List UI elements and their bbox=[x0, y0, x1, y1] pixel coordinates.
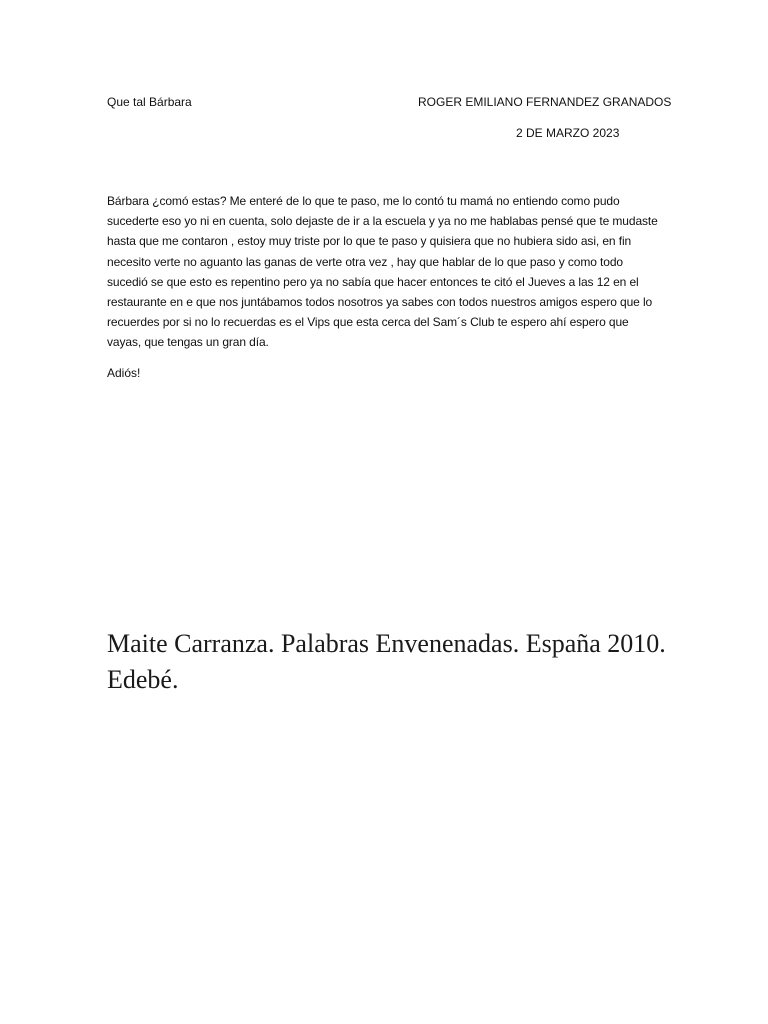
letter-body: Bárbara ¿comó estas? Me enteré de lo que te paso, me lo contó tu mamá no entiendo como pudo sucederte eso yo ni en cuenta, solo dejaste de ir a la escuela y ya no me hablabas pensé que te mudaste hasta que me contaron , estoy muy triste por lo que te paso y quisiera que no hubiera sido asi, en fin necesito verte no aguanto las ganas de verte otra vez , hay que hablar de lo que paso y como todo sucedió se que esto es repentino pero ya no sabía que hacer entonces te citó el Jueves a las 12 en el restaurante en e que nos juntábamos todos nosotros ya sabes con todos nuestros amigos espero que lo recuerdes por si no lo recuerdas es el Vips que esta cerca del Sam´s Club te espero ahí espero que vayas, que tengas un gran día. bbox=[107, 194, 658, 350]
bibliographic-citation: Maite Carranza. Palabras Envenenadas. España 2010. Edebé. bbox=[107, 629, 666, 694]
letter-greeting: Que tal Bárbara bbox=[107, 95, 192, 109]
letter-author: ROGER EMILIANO FERNANDEZ GRANADOS bbox=[418, 95, 672, 109]
letter-date: 2 DE MARZO 2023 bbox=[516, 126, 620, 140]
letter-farewell: Adiós! bbox=[107, 366, 141, 380]
